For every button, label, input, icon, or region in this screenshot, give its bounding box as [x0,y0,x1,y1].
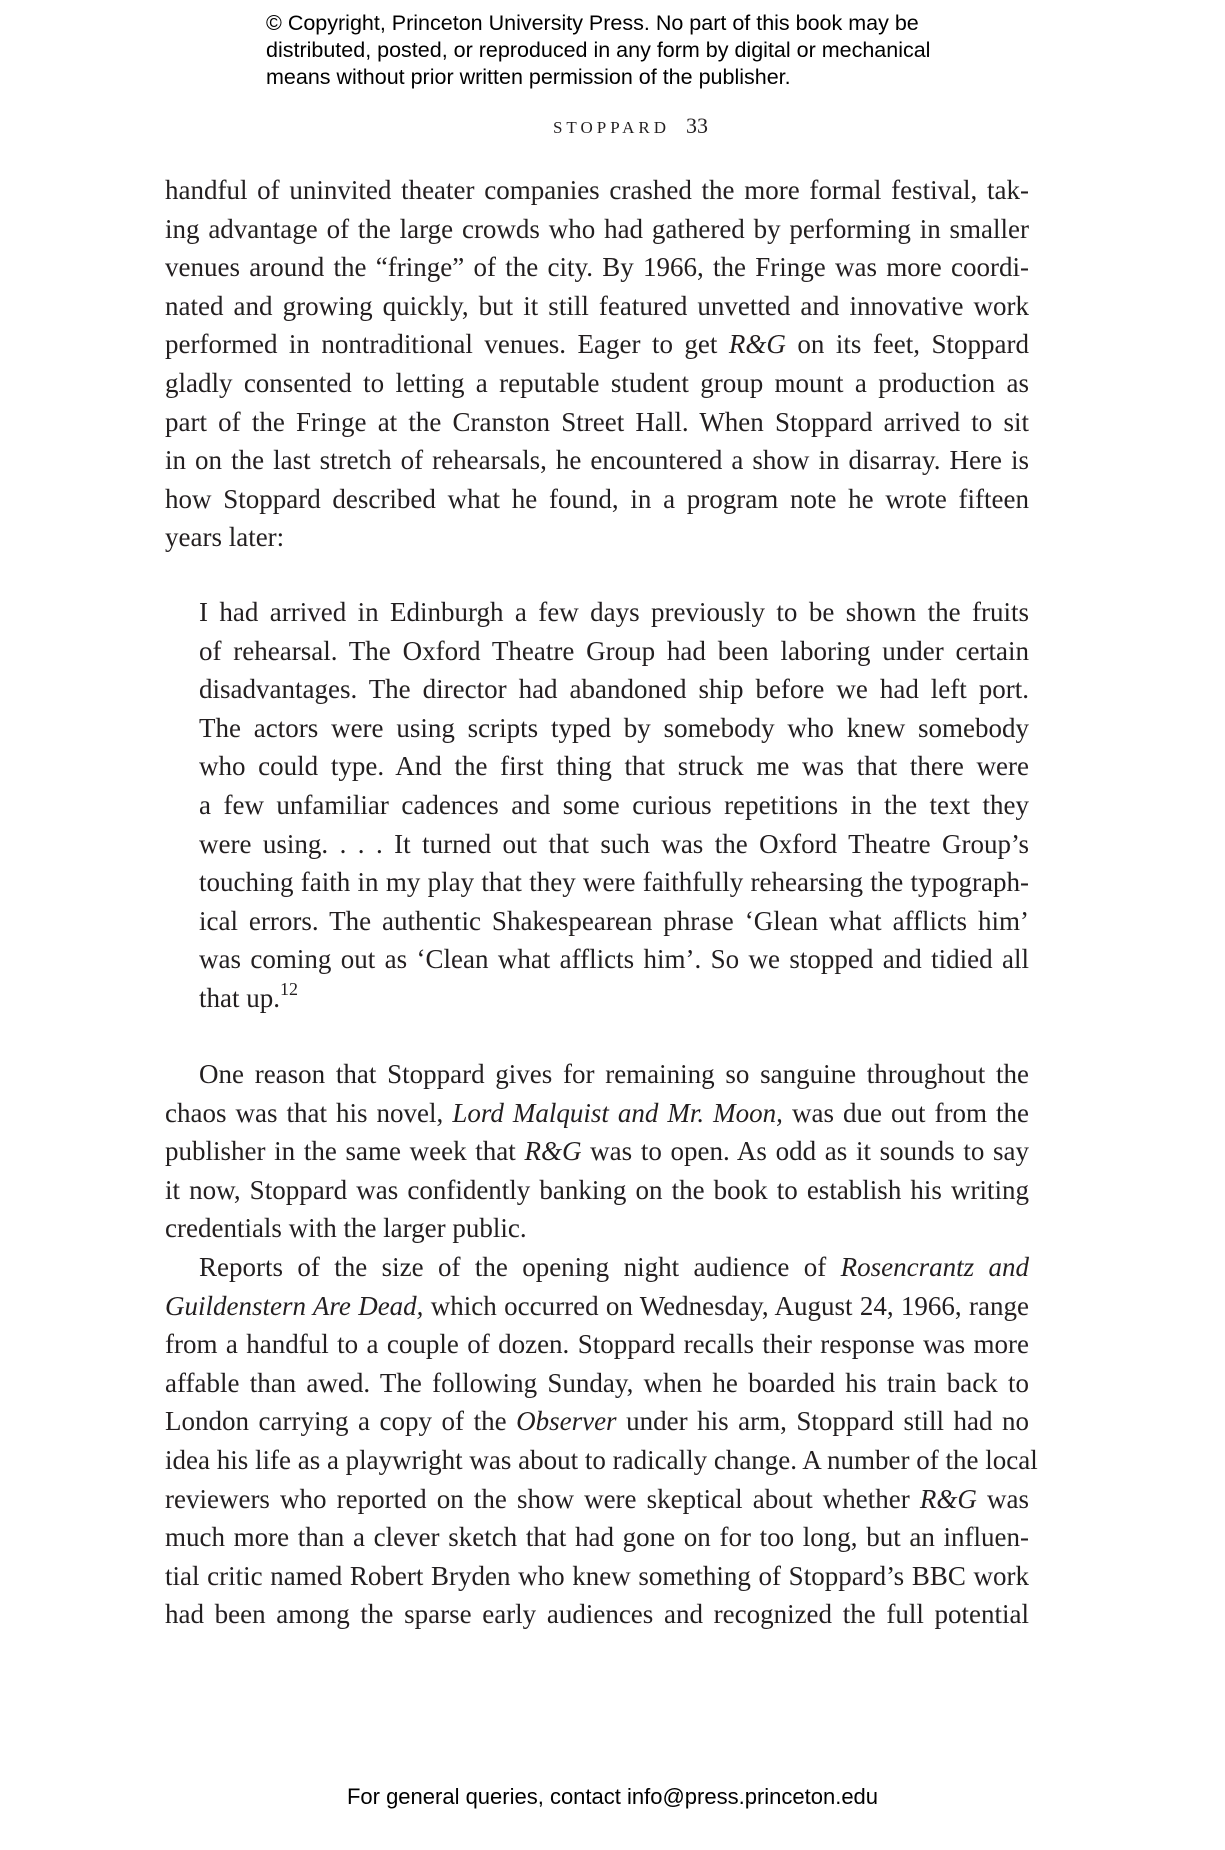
paragraph-1 [165,171,1029,557]
footnote-marker[interactable]: 12 [280,978,298,999]
text-run: chaos was that his novel, [165,1097,453,1128]
text-line: gladly consented to letting a reputable student group mount a production as [165,367,1029,398]
quote-line: I had arrived in Edinburgh a few days previously to be shown the fruits [199,597,1029,627]
text-line [165,325,1029,364]
quote-line: were using. . . . It turned out that such was the Oxford Theatre Group’s [199,828,1029,859]
text-line: credentials with the larger public. [165,1213,527,1244]
copyright-line: © Copyright, Princeton University Press. No part of this book may be [266,11,919,35]
italic-run: Rosencrantz and [840,1252,1030,1282]
paragraph-2 [165,1055,1029,1248]
italic-run: Guildenstern Are Dead, [165,1290,424,1321]
running-head-title: STOPPARD [552,118,671,137]
text-line: in on the last stretch of rehearsals, he encountered a show in disarray. Here is [165,445,1029,476]
page-number: 33 [686,113,709,138]
copyright-line: means without prior written permission of the publisher. [266,65,791,89]
text-line: had been among the sparse early audiences and recognized the full potential [165,1599,1029,1630]
text-line: handful of uninvited theater companies crashed the more formal festival, tak- [165,175,1029,205]
text-line [165,1248,1029,1287]
text-run: reviewers who reported on the show were skeptical about whether [165,1483,920,1514]
text-run: was due out from the [782,1097,1029,1128]
running-head [0,112,1225,142]
italic-run: R&G [728,329,786,360]
text-line: One reason that Stoppard gives for remaining so sanguine throughout the [199,1059,1029,1089]
text-line: ing advantage of the large crowds who had gathered by performing in smaller [165,213,1029,244]
italic-run: Lord Malquist and Mr. Moon, [452,1097,783,1128]
text-run: was [976,1483,1029,1514]
text-line [165,1480,1029,1519]
paragraph-3 [165,1248,1038,1634]
text-line [165,1402,1029,1441]
footer-contact: For general queries, contact info@press.princeton.edu [346,1784,879,1809]
text-run: under his arm, Stoppard still had no [616,1406,1030,1437]
copyright-line: distributed, posted, or reproduced in any form by digital or mechanical [266,38,931,62]
text-line: years later: [165,522,285,553]
text-line: much more than a clever sketch that had gone on for too long, but an influen- [165,1522,1029,1553]
copyright-notice [266,10,986,91]
italic-run: R&G [524,1136,582,1167]
text-line: nated and growing quickly, but it still featured unvetted and innovative work [165,290,1029,321]
text-line: how Stoppard described what he found, in a program note he wrote fifteen [165,483,1029,514]
text-line [165,1094,1029,1133]
text-line [165,1287,1029,1326]
quote-line: was coming out as ‘Clean what afflicts him’. So we stopped and tidied all [199,944,1029,975]
text-line: venues around the “fringe” of the city. By 1966, the Fringe was more coordi- [165,252,1029,283]
text-run: on its feet, Stoppard [785,329,1029,360]
text-run: performed in nontraditional venues. Eager to get [165,329,729,360]
text-line: from a handful to a couple of dozen. Stoppard recalls their response was more [165,1329,1029,1360]
quote-line: touching faith in my play that they were faithfully rehearsing the typograph- [199,867,1029,898]
text-line: it now, Stoppard was confidently banking on the book to establish his writing [165,1174,1029,1205]
italic-run: Observer [516,1406,617,1437]
text-run: that up. [199,982,280,1013]
quote-line: The actors were using scripts typed by somebody who knew somebody [199,712,1029,743]
text-run: London carrying a copy of the [165,1406,517,1437]
quote-line: a few unfamiliar cadences and some curious repetitions in the text they [199,789,1029,820]
italic-run: R&G [919,1483,977,1514]
text-run: was to open. As odd as it sounds to say [581,1136,1029,1167]
quote-line: who could type. And the first thing that struck me was that there were [199,751,1029,782]
text-line: part of the Fringe at the Cranston Street Hall. When Stoppard arrived to sit [165,406,1029,437]
text-line [165,1132,1029,1171]
text-line: idea his life as a playwright was about to radically change. A number of the local [165,1444,1038,1475]
text-line: affable than awed. The following Sunday, when he boarded his train back to [165,1367,1029,1398]
block-quote [199,593,1029,1018]
text-line: tial critic named Robert Bryden who knew something of Stoppard’s BBC work [165,1560,1029,1591]
text-run: which occurred on Wednesday, August 24, 1966, range [423,1290,1029,1321]
quote-line: of rehearsal. The Oxford Theatre Group had been laboring under certain [199,635,1029,666]
quote-line: ical errors. The authentic Shakespearean phrase ‘Glean what afflicts him’ [199,905,1029,936]
quote-line [199,979,1029,1018]
text-run: Reports of the size of the opening night audience of [199,1252,841,1282]
quote-line: disadvantages. The director had abandoned ship before we had left port. [199,674,1029,705]
text-run: publisher in the same week that [165,1136,525,1167]
